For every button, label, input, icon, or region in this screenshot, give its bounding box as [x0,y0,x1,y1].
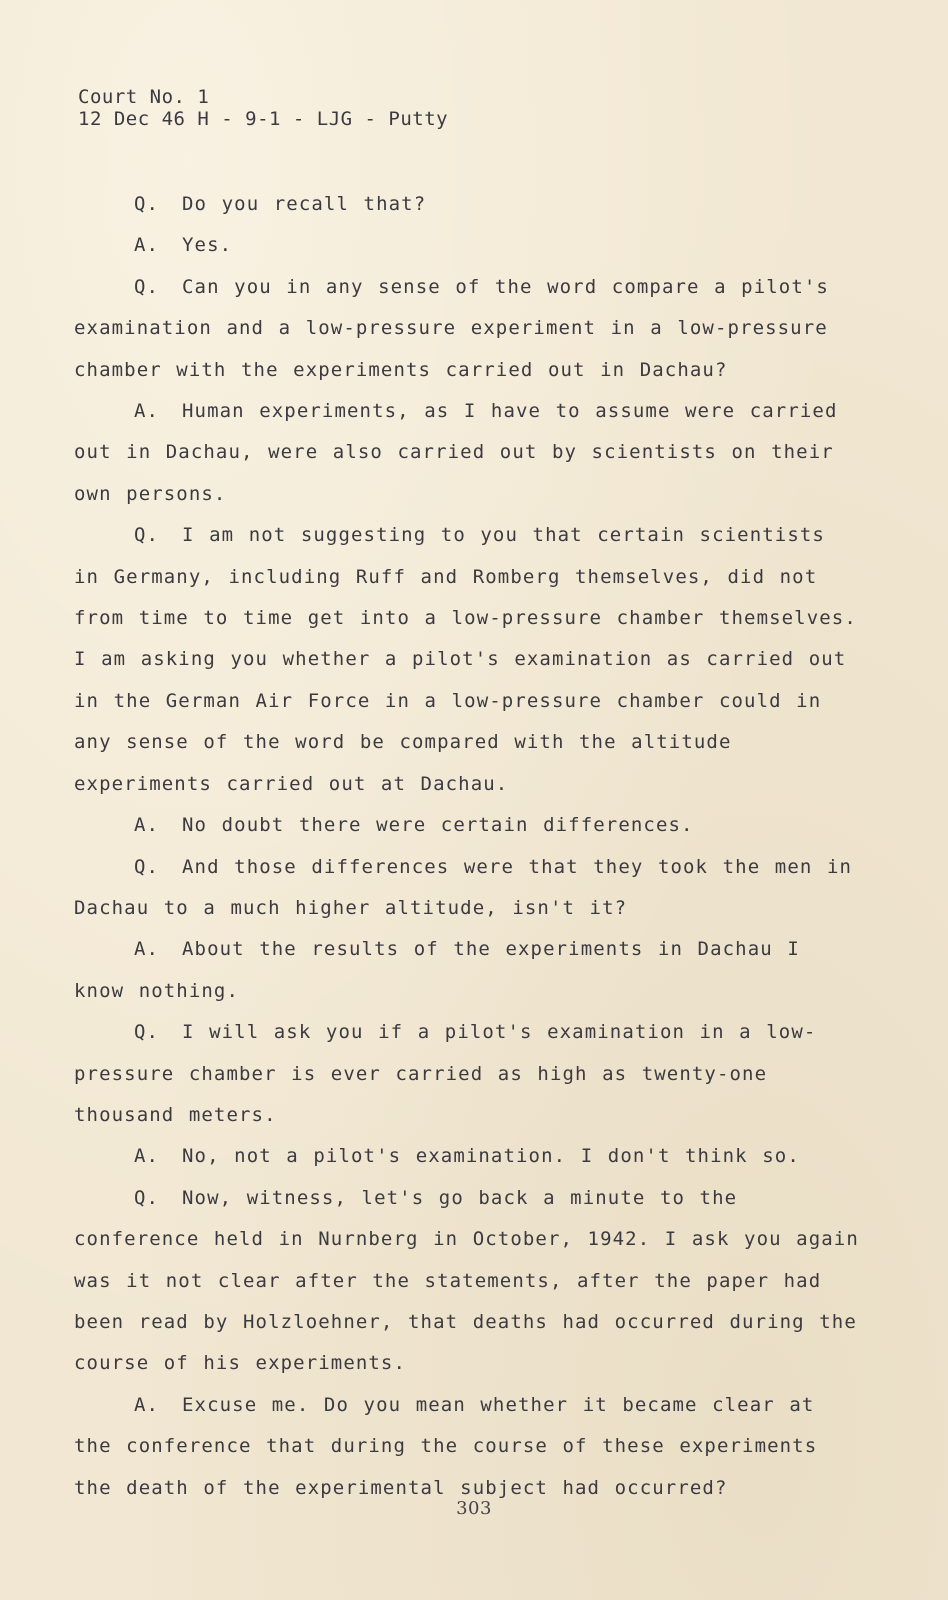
paragraph-text: Now, witness, let's go back a minute to the conference held in Nurnberg in October, 1942. I ask you again was it not clear after the statements, after the paper had been read by Holzloehner, that deaths had occurred during the course of his experiments. [74,1186,859,1375]
paragraph-text: Can you in any sense of the word compare a pilot's examination and a low-pressure experiment in a low-pressure chamber with the experiments carried out in Dachau? [74,275,829,381]
paragraph-text: Excuse me. Do you mean whether it became clear at the conference that during the course of these experiments the death of the experimental subject had occurred? [74,1393,818,1499]
paragraph-text: About the results of the experiments in Dachau I know nothing. [74,938,800,1002]
qa-paragraph [74,515,864,805]
qa-paragraph [74,184,864,225]
speaker-label: A. [134,400,160,423]
court-line: Court No. 1 [78,86,210,108]
speaker-label: A. [134,814,160,837]
qa-paragraph [74,267,864,391]
speaker-label: Q. [134,275,160,298]
paragraph-text: Human experiments, as I have to assume were carried out in Dachau, were also carried out by scientists on their own persons. [74,400,838,505]
qa-paragraph [74,225,864,266]
paragraph-text: Yes. [182,234,233,257]
paragraph-text: I am not suggesting to you that certain scientists in Germany, including Ruff and Romberg themselves, did not from time to time get into a low-pressure chamber themselves. I am asking you whether a pilot's examination as carried out in the German Air Force in a low-pressure chamber could in any sense of the word be compared with the altitude experiments carried out at Dachau. [74,524,857,795]
qa-paragraph [74,805,864,846]
transcript-body [74,184,864,1509]
paragraph-text: I will ask you if a pilot's examination in a low-pressure chamber is ever carried as high as twenty-one thousand meters. [74,1021,817,1126]
speaker-label: Q. [134,524,160,547]
qa-paragraph [74,1012,864,1136]
qa-paragraph [74,1178,864,1385]
speaker-label: A. [134,938,160,961]
page-header [78,86,448,130]
speaker-label: Q. [134,855,160,878]
session-line: 12 Dec 46 H - 9-1 - LJG - Putty [78,108,449,130]
qa-paragraph [74,929,864,1012]
qa-paragraph [74,1385,864,1509]
speaker-label: A. [134,1145,160,1168]
speaker-label: A. [134,234,160,257]
page-number: 303 [456,1498,492,1519]
speaker-label: Q. [134,193,160,215]
paragraph-text: No doubt there were certain differences. [182,814,694,837]
speaker-label: A. [134,1393,160,1416]
speaker-label: Q. [134,1186,160,1209]
qa-paragraph [74,1136,864,1177]
paragraph-text: And those differences were that they took the men in Dachau to a much higher altitude, isn't it? [74,855,853,919]
paragraph-text: Do you recall that? [182,193,427,215]
qa-paragraph [74,847,864,930]
qa-paragraph [74,391,864,515]
paragraph-text: No, not a pilot's examination. I don't think so. [182,1145,800,1168]
speaker-label: Q. [134,1021,160,1044]
